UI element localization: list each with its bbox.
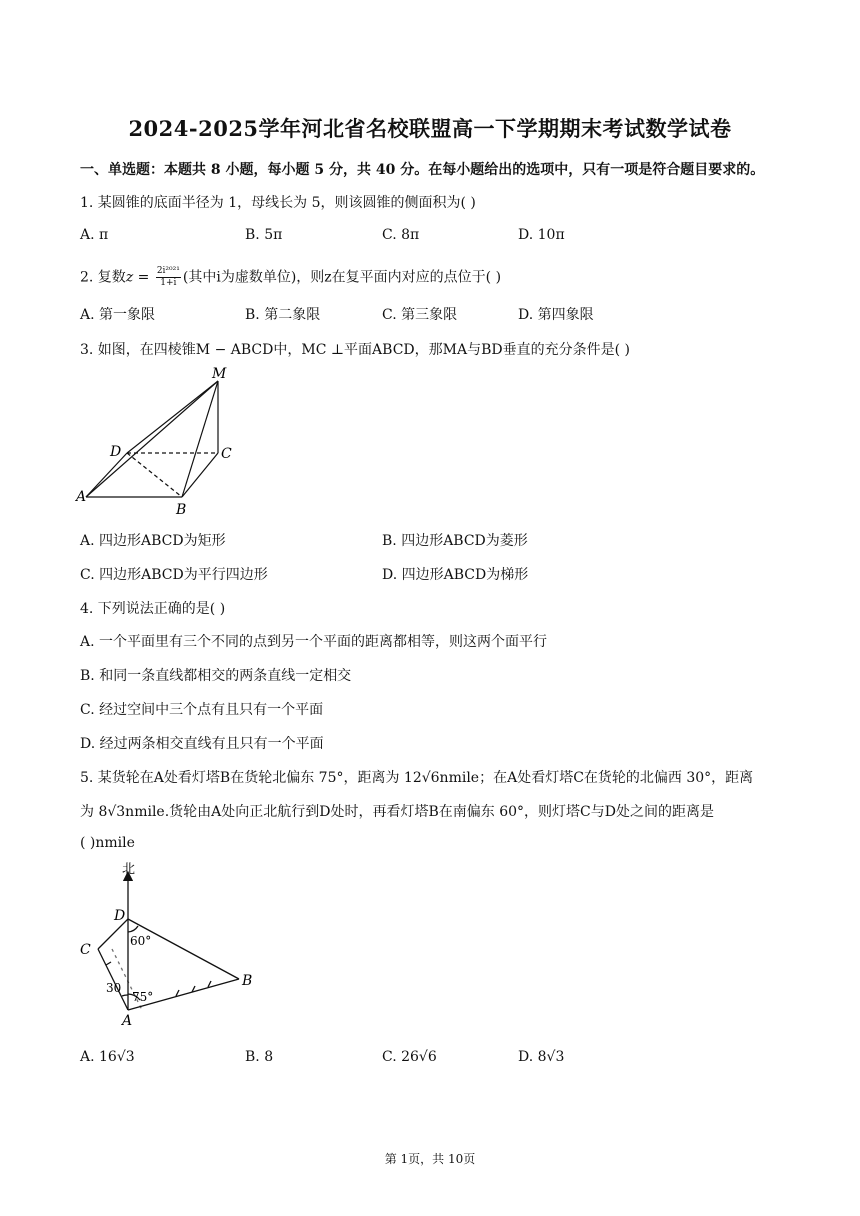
q2-numerator: 2i²⁰²¹: [156, 266, 180, 276]
q4-option-c: C. 经过空间中三个点有且只有一个平面: [80, 702, 324, 718]
label-a: A: [122, 1013, 133, 1029]
q4-option-d: D. 经过两条相交直线有且只有一个平面: [80, 736, 324, 752]
label-b: B: [242, 973, 253, 989]
label-c: C: [221, 446, 232, 462]
edge-ma: [86, 381, 218, 497]
label-b: B: [176, 502, 187, 518]
q2-fraction: [156, 266, 181, 289]
q1-option-b: B. 5π: [245, 227, 283, 243]
q3-option-c: C. 四边形ABCD为平行四边形: [80, 567, 268, 583]
label-angle-30: 30: [106, 981, 122, 995]
label-m: M: [212, 366, 227, 382]
q1-option-a: A. π: [80, 227, 109, 243]
label-north: 北: [122, 862, 136, 877]
q2-option-c: C. 第三象限: [382, 307, 458, 323]
tick-3: [208, 981, 211, 987]
question-1-stem: 1. 某圆锥的底面半径为 1，母线长为 5，则该圆锥的侧面积为( ): [80, 195, 476, 211]
edge-bc: [182, 453, 218, 497]
q5-option-c: C. 26√6: [382, 1049, 437, 1065]
label-a: A: [76, 489, 87, 505]
label-angle-75: 75°: [132, 990, 154, 1004]
question-5-stem-line1: 5. 某货轮在A处看灯塔B在货轮北偏东 75°，距离为 12√6nmile；在A处看灯塔C在货轮的北偏西 30°，距离: [80, 770, 754, 786]
q2-prefix: 2. 复数: [80, 269, 126, 286]
label-d: D: [110, 444, 122, 460]
q3-option-b: B. 四边形ABCD为菱形: [382, 533, 528, 549]
tick-4: [106, 962, 111, 965]
page-title: 2024-2025学年河北省名校联盟高一下学期期末考试数学试卷: [128, 116, 732, 141]
label-c: C: [80, 942, 91, 958]
page-footer: 第 1页，共 10页: [384, 1152, 476, 1166]
q1-option-c: C. 8π: [382, 227, 420, 243]
label-angle-60: 60°: [130, 934, 152, 948]
q5-option-b: B. 8: [245, 1049, 274, 1065]
segment-ca: [98, 949, 128, 1010]
label-d: D: [114, 908, 126, 924]
q2-denominator: 1+i: [160, 278, 177, 288]
q2-option-b: B. 第二象限: [245, 307, 321, 323]
q3-option-d: D. 四边形ABCD为梯形: [382, 567, 529, 583]
q5-option-a: A. 16√3: [80, 1049, 135, 1065]
question-5-stem-line2: 为 8√3nmile.货轮由A处向正北航行到D处时，再看灯塔B在南偏东 60°，则灯塔C与D处之间的距离是: [80, 804, 714, 820]
angle-30-arc: [122, 995, 128, 996]
angle-60-arc: [128, 926, 138, 932]
q2-z: z =: [125, 269, 150, 286]
q3-option-a: A. 四边形ABCD为矩形: [80, 533, 226, 549]
question-3-stem: 3. 如图，在四棱锥M − ABCD中，MC ⊥平面ABCD，那MA与BD垂直的充分条件是( ): [80, 342, 630, 358]
segment-db: [128, 919, 239, 979]
question-2-stem: [80, 266, 501, 289]
question-5-stem-line3: ( )nmile: [80, 835, 135, 851]
q4-option-b: B. 和同一条直线都相交的两条直线一定相交: [80, 668, 352, 684]
q2-suffix: (其中i为虚数单位)，则z在复平面内对应的点位于( ): [182, 269, 502, 286]
q2-option-a: A. 第一象限: [80, 307, 156, 323]
edge-mb: [182, 381, 218, 497]
q1-option-d: D. 10π: [518, 227, 565, 243]
diagonal-bd-hidden: [127, 453, 182, 497]
tick-1: [176, 990, 179, 996]
navigation-figure: [76, 862, 266, 1032]
q4-option-a: A. 一个平面里有三个不同的点到另一个平面的距离都相等，则这两个面平行: [80, 634, 548, 650]
pyramid-figure: [76, 364, 246, 518]
question-4-stem: 4. 下列说法正确的是( ): [80, 601, 226, 617]
q2-option-d: D. 第四象限: [518, 307, 594, 323]
section-heading: 一、单选题：本题共 8 小题，每小题 5 分，共 40 分。在每小题给出的选项中，只有一项是符合题目要求的。: [80, 162, 765, 178]
q5-option-d: D. 8√3: [518, 1049, 565, 1065]
edge-md: [127, 381, 218, 453]
